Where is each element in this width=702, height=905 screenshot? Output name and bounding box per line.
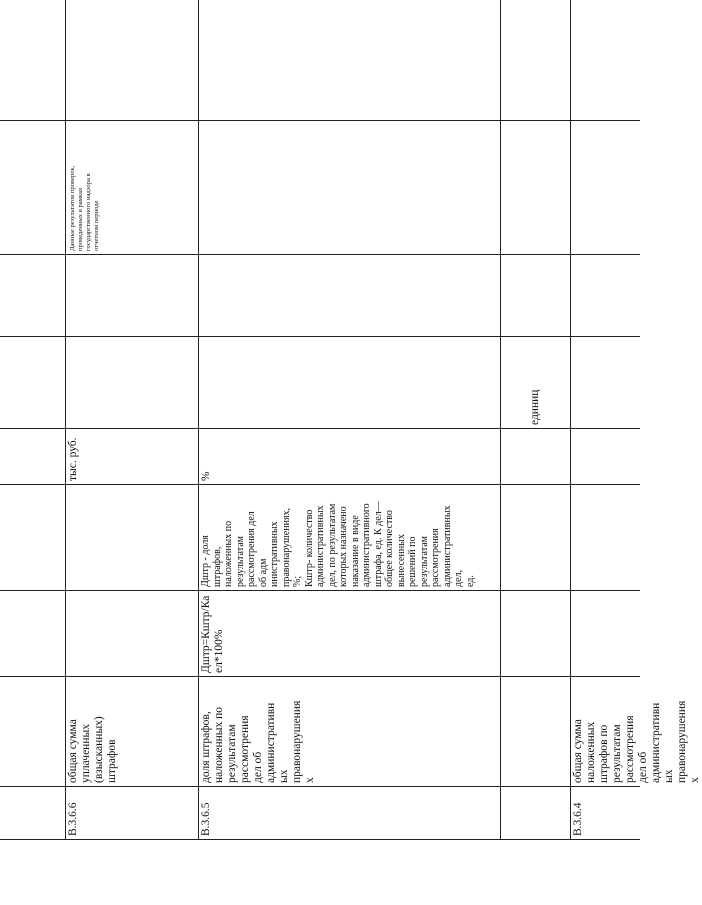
row-id: В.3.6.6 <box>67 802 79 836</box>
row-id: В.3.6.4 <box>572 802 584 836</box>
unit: % <box>200 471 212 481</box>
units-fragment: единиц <box>528 389 541 425</box>
indicator-name: общая сумма наложенных штрафов по результатам рассмотрения дел об административн ых правонарушения х <box>572 700 701 783</box>
indicator-name: общая сумма уплаченных (взысканных) штрафов <box>67 716 118 783</box>
source-note: Данные результатов проверок, проведенных в рамках государственного надзора в отчетном периоде <box>69 165 100 251</box>
formula: Дштр=Кштр/Ка ел*100% <box>200 595 225 673</box>
row-id: В.3.6.5 <box>200 802 212 836</box>
indicator-name: доля штрафов, наложенных по результатам рассмотрения дел об административн ых правонарушения х <box>200 700 316 783</box>
formula-definition: Дштр - доля штрафов, наложенных по результатам рассмотрения дел об адм инистративных правонарушениях, %; Кштр- количество административных дел, по результатам которых назначено наказание в виде административного штрафа, ед. К дел— общее количество вынесенных решений по результатам рассмотрения административных дел, ед. <box>200 501 476 587</box>
unit: тыс. руб. <box>67 437 79 481</box>
